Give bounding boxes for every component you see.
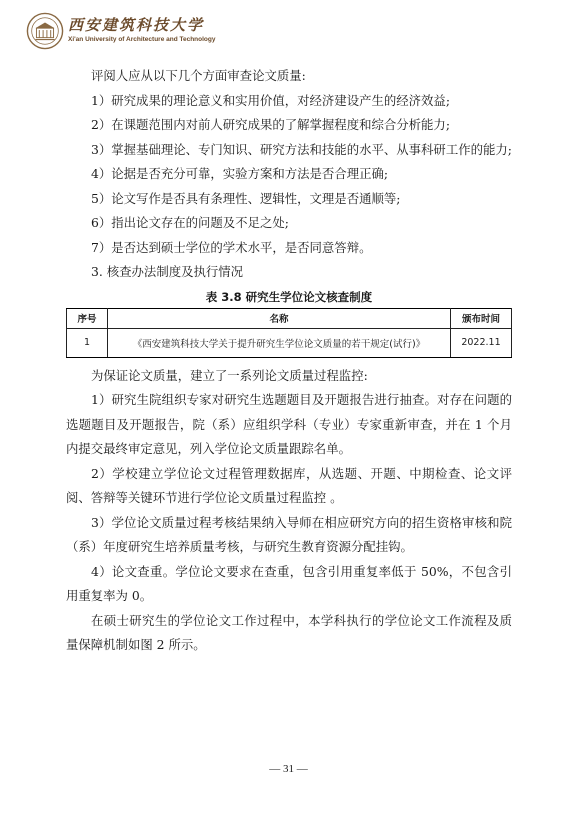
list-item: 3）学位论文质量过程考核结果纳入导师在相应研究方向的招生资格审核和院（系）年度研究生培养质量考核，与研究生教育资源分配挂钩。 <box>66 514 512 554</box>
list-item: 3）掌握基础理论、专门知识、研究方法和技能的水平、从事科研工作的能力; <box>91 141 512 157</box>
list-item: 2）在课题范围内对前人研究成果的了解掌握程度和综合分析能力; <box>91 117 450 132</box>
review-policy-table <box>66 308 512 358</box>
column-header-date: 颁布时间 <box>451 308 512 328</box>
university-name-cn: 西安建筑科技大学 <box>68 16 205 34</box>
table-header-row <box>67 308 512 328</box>
list-item: 4）论文查重。学位论文要求在查重，包含引用重复率低于 50%，不包含引用重复率为 0。 <box>66 563 512 603</box>
list-item: 6）指出论文存在的问题及不足之处; <box>91 215 289 230</box>
university-name-en: Xi'an University of Architecture and Technology <box>68 36 216 43</box>
column-header-index: 序号 <box>67 308 108 328</box>
paragraph: 为保证论文质量，建立了一系列论文质量过程监控: <box>91 367 368 383</box>
page-body <box>66 64 512 658</box>
page-number: — 31 — <box>269 763 308 775</box>
list-item: 1）研究生院组织专家对研究生选题题目及开题报告进行抽查。对存在问题的选题题目及开题报告，院（系）应组织学科（专业）专家重新审查，并在 1 个月内提交最终审定意见，列入学位论文质量跟踪名单。 <box>66 392 512 456</box>
list-item: 7）是否达到硕士学位的学术水平，是否同意答辩。 <box>91 239 372 255</box>
table-row <box>67 328 512 357</box>
paragraph: 评阅人应从以下几个方面审查论文质量: <box>91 68 306 83</box>
list-item: 4）论据是否充分可靠，实验方案和方法是否合理正确; <box>91 166 389 181</box>
cell-date: 2022.11 <box>451 328 512 357</box>
list-item: 1）研究成果的理论意义和实用价值，对经济建设产生的经济效益; <box>91 92 450 108</box>
page-header <box>26 12 266 52</box>
university-seal-icon <box>26 12 64 50</box>
list-item: 2）学校建立学位论文过程管理数据库，从选题、开题、中期检查、论文评阅、答辩等关键环节进行学位论文质量过程监控 。 <box>66 465 512 505</box>
section-heading: 3. 核查办法制度及执行情况 <box>91 264 244 279</box>
paragraph: 在硕士研究生的学位论文工作过程中，本学科执行的学位论文工作流程及质量保障机制如图 2 所示。 <box>66 612 512 652</box>
column-header-name: 名称 <box>108 308 451 328</box>
list-item: 5）论文写作是否具有条理性、逻辑性，文理是否通顺等; <box>91 190 401 206</box>
cell-index: 1 <box>67 328 108 357</box>
cell-name: 《西安建筑科技大学关于提升研究生学位论文质量的若干规定(试行)》 <box>108 328 451 357</box>
table-caption: 表 3.8 研究生学位论文核查制度 <box>205 289 373 304</box>
